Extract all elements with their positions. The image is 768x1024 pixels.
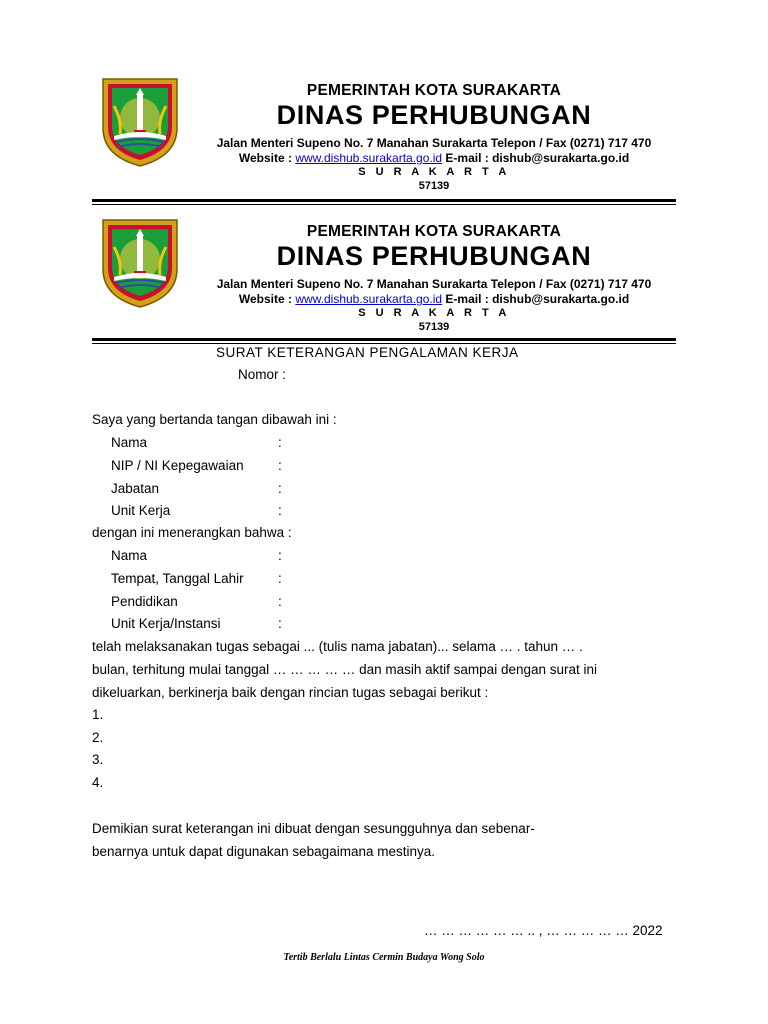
- contact-line: [192, 151, 676, 165]
- closing-line: benarnya untuk dapat digunakan sebagaimana mestinya.: [92, 844, 435, 859]
- city-name: S U R A K A R T A: [358, 307, 510, 319]
- subject-field-colon: :: [278, 571, 282, 586]
- task-item: 4.: [92, 775, 104, 790]
- intro-text: Saya yang bertanda tangan dibawah ini :: [92, 412, 337, 427]
- signer-field-colon: :: [278, 435, 282, 450]
- letterhead-divider-thick: [92, 338, 676, 341]
- statement-line: telah melaksanakan tugas sebagai ... (tulis nama jabatan)... selama … . tahun … .: [92, 639, 583, 654]
- department-name: DINAS PERHUBUNGAN: [276, 241, 592, 271]
- city-name: S U R A K A R T A: [358, 166, 510, 178]
- letter-title: SURAT KETERANGAN PENGALAMAN KERJA: [216, 345, 519, 360]
- closing-line: Demikian surat keterangan ini dibuat dengan sesungguhnya dan sebenar-: [92, 821, 535, 836]
- website-link[interactable]: www.dishub.surakarta.go.id: [295, 151, 443, 165]
- task-item: 2.: [92, 730, 104, 745]
- signer-field-label: Jabatan: [111, 481, 160, 496]
- contact-line: [192, 292, 676, 306]
- subject-field-label: Unit Kerja/Instansi: [111, 616, 221, 631]
- subject-field-colon: :: [278, 548, 282, 563]
- email-address: dishub@surakarta.go.id: [492, 292, 630, 306]
- subject-field-label: Tempat, Tanggal Lahir: [111, 571, 244, 586]
- task-item: 3.: [92, 752, 104, 767]
- surakarta-emblem-icon: [100, 217, 180, 309]
- signer-field-label: Unit Kerja: [111, 503, 171, 518]
- email-label: E-mail :: [445, 151, 489, 165]
- place-date-line: … … … … … … .. , … … … … … 2022: [424, 923, 663, 938]
- subject-field-label: Nama: [111, 548, 148, 563]
- website-label: Website :: [238, 292, 292, 306]
- subject-field-label: Pendidikan: [111, 594, 178, 609]
- signer-field-colon: :: [278, 481, 282, 496]
- department-name: DINAS PERHUBUNGAN: [276, 100, 592, 130]
- signer-field-colon: :: [278, 458, 282, 473]
- letterhead-divider-thin: [92, 204, 676, 205]
- website-label: Website :: [238, 151, 292, 165]
- signer-field-label: Nama: [111, 435, 148, 450]
- signer-field-label: NIP / NI Kepegawaian: [111, 458, 244, 473]
- postal-code: 57139: [418, 321, 450, 333]
- statement-line: dikeluarkan, berkinerja baik dengan rincian tugas sebagai berikut :: [92, 685, 489, 700]
- postal-code: 57139: [418, 180, 450, 192]
- task-item: 1.: [92, 707, 104, 722]
- footer-motto: Tertib Berlalu Lintas Cermin Budaya Wong Solo: [283, 952, 485, 963]
- website-link[interactable]: www.dishub.surakarta.go.id: [295, 292, 443, 306]
- government-name: PEMERINTAH KOTA SURAKARTA: [306, 82, 562, 99]
- signer-field-colon: :: [278, 503, 282, 518]
- email-label: E-mail :: [445, 292, 489, 306]
- surakarta-emblem-icon: [100, 76, 180, 168]
- declare-text: dengan ini menerangkan bahwa :: [92, 525, 292, 540]
- subject-field-colon: :: [278, 594, 282, 609]
- letterhead-primary: [92, 76, 676, 216]
- letterhead-divider-thin: [92, 343, 676, 344]
- subject-field-colon: :: [278, 616, 282, 631]
- letterhead-divider-thick: [92, 199, 676, 202]
- statement-line: bulan, terhitung mulai tanggal … … … … … dan masih aktif sampai dengan surat ini: [92, 662, 598, 677]
- letter-number: Nomor :: [238, 367, 287, 382]
- address-line: Jalan Menteri Supeno No. 7 Manahan Surakarta Telepon / Fax (0271) 717 470: [216, 277, 652, 291]
- address-line: Jalan Menteri Supeno No. 7 Manahan Surakarta Telepon / Fax (0271) 717 470: [216, 136, 652, 150]
- government-name: PEMERINTAH KOTA SURAKARTA: [306, 223, 562, 240]
- email-address: dishub@surakarta.go.id: [492, 151, 630, 165]
- letterhead-secondary: [92, 217, 676, 357]
